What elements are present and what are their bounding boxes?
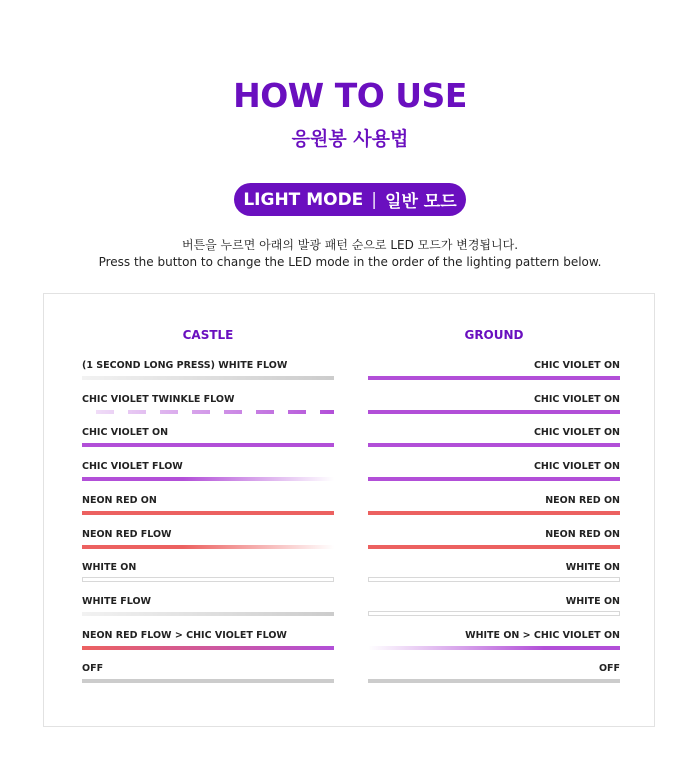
- pattern-bar: [368, 443, 620, 447]
- pattern-bar: [82, 646, 334, 650]
- pattern-bar: [82, 376, 334, 380]
- page-subtitle: 응원봉 사용법: [291, 128, 409, 150]
- pattern-bar: [368, 577, 620, 582]
- pattern-bar: [82, 511, 334, 515]
- ground-header: GROUND: [464, 328, 524, 342]
- castle-pattern-row: [82, 596, 334, 626]
- light-pattern-panel: [43, 293, 655, 727]
- pattern-label: CHIC VIOLET TWINKLE FLOW: [82, 393, 235, 405]
- pattern-label: NEON RED ON: [82, 494, 157, 506]
- pattern-label: WHITE FLOW: [82, 595, 152, 607]
- pattern-label: NEON RED FLOW > CHIC VIOLET FLOW: [82, 629, 287, 641]
- ground-pattern-row: [368, 360, 620, 390]
- castle-pattern-row: [82, 394, 334, 424]
- ground-pattern-row: [368, 630, 620, 660]
- pattern-label: CHIC VIOLET ON: [82, 427, 169, 439]
- ground-pattern-row: [368, 461, 620, 491]
- castle-pattern-row: [82, 562, 334, 592]
- ground-pattern-row: [368, 562, 620, 592]
- pattern-bar: [82, 612, 334, 616]
- pattern-label: NEON RED ON: [545, 494, 620, 506]
- pattern-bar: [82, 577, 334, 582]
- pattern-label: OFF: [598, 663, 620, 675]
- pattern-bar: [368, 646, 620, 650]
- ground-pattern-row: [368, 495, 620, 525]
- pattern-bar: [368, 545, 620, 549]
- pattern-label: CHIC VIOLET FLOW: [82, 461, 183, 473]
- pattern-bar: [368, 477, 620, 481]
- pattern-bar: [368, 376, 620, 380]
- light-mode-badge: [234, 183, 466, 216]
- page-title: HOW TO USE: [233, 76, 467, 115]
- castle-pattern-row: [82, 495, 334, 525]
- pattern-bar: [82, 545, 334, 549]
- pattern-bar: [368, 511, 620, 515]
- castle-pattern-row: [82, 529, 334, 559]
- ground-pattern-row: [368, 663, 620, 693]
- description-english: Press the button to change the LED mode in the order of the lighting pattern below.: [98, 255, 602, 269]
- ground-pattern-row: [368, 427, 620, 457]
- pattern-bar: [368, 679, 620, 683]
- pattern-label: WHITE ON: [565, 595, 620, 607]
- pattern-label: CHIC VIOLET ON: [533, 427, 620, 439]
- pattern-label: CHIC VIOLET ON: [533, 360, 620, 371]
- pattern-bar: [368, 611, 620, 616]
- mode-separator: |: [371, 189, 378, 210]
- pattern-label: NEON RED FLOW: [82, 528, 172, 540]
- pattern-label: CHIC VIOLET ON: [533, 393, 620, 405]
- pattern-label: WHITE ON: [82, 562, 137, 574]
- pattern-bar: [368, 410, 620, 414]
- castle-pattern-row: [82, 427, 334, 457]
- castle-header: CASTLE: [182, 328, 234, 342]
- pattern-bar: [82, 679, 334, 683]
- ground-pattern-row: [368, 394, 620, 424]
- castle-pattern-row: [82, 461, 334, 491]
- pattern-label: WHITE ON > CHIC VIOLET ON: [465, 629, 620, 641]
- pattern-bar: [82, 477, 334, 481]
- pattern-bar: [82, 410, 334, 414]
- pattern-bar: [82, 443, 334, 447]
- castle-pattern-row: [82, 630, 334, 660]
- castle-pattern-row: [82, 360, 334, 390]
- mode-label-ko: 일반 모드: [385, 192, 457, 212]
- pattern-label: CHIC VIOLET ON: [533, 461, 620, 473]
- pattern-label: (1 SECOND LONG PRESS) WHITE FLOW: [82, 360, 288, 371]
- mode-label-en: LIGHT MODE: [243, 189, 364, 210]
- pattern-label: NEON RED ON: [545, 528, 620, 540]
- castle-pattern-row: [82, 663, 334, 693]
- pattern-label: OFF: [82, 663, 104, 675]
- pattern-label: WHITE ON: [565, 562, 620, 574]
- ground-pattern-row: [368, 529, 620, 559]
- description-korean: 버튼을 누르면 아래의 발광 패턴 순으로 LED 모드가 변경됩니다.: [181, 238, 519, 252]
- ground-pattern-row: [368, 596, 620, 626]
